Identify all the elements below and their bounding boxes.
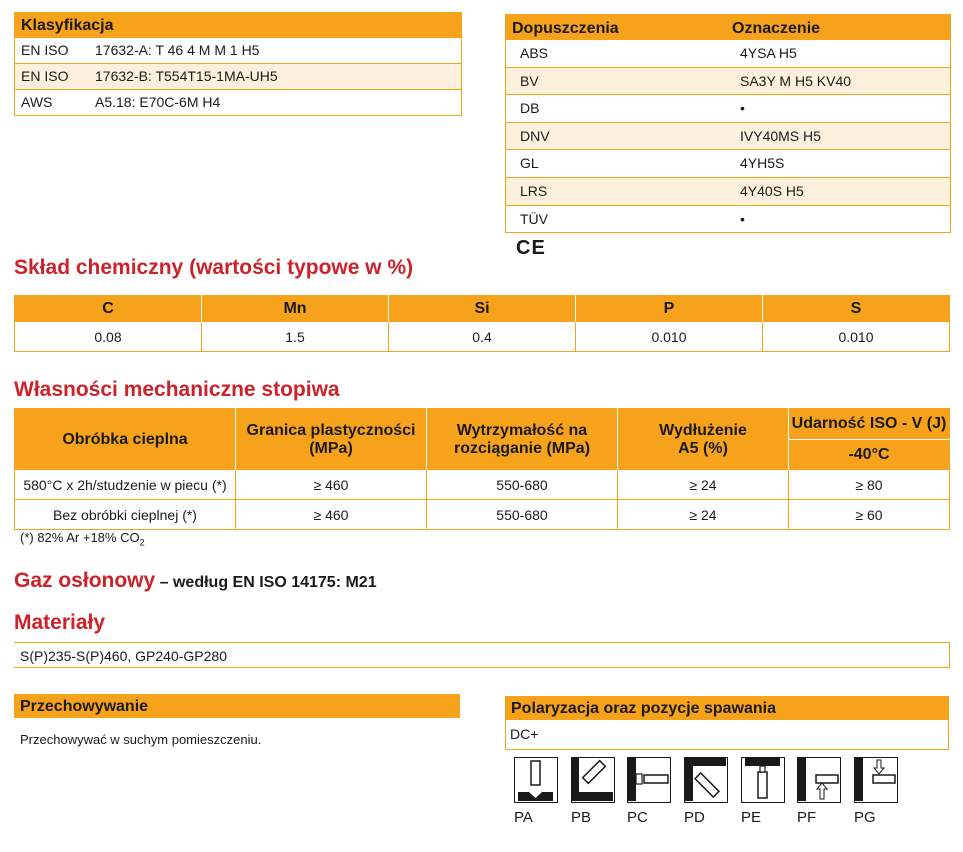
gaz-line	[14, 569, 377, 593]
wlasnosci-table	[14, 408, 950, 530]
materialy-title: Materiały	[14, 611, 106, 634]
table-row: 580°C x 2h/studzenie w piecu (*) ≥ 460 550-680 ≥ 24 ≥ 80	[15, 470, 950, 500]
oznaczenie-col-header: Oznaczenie	[732, 20, 821, 37]
position-pg-icon	[854, 757, 898, 803]
col-header: Si	[389, 296, 576, 323]
position-pe-icon	[741, 757, 785, 803]
dopuszczenia-col-header: Dopuszczenia	[512, 20, 619, 37]
position-label: PG	[854, 809, 876, 826]
col-header: C	[15, 296, 202, 323]
position-pd-icon	[684, 757, 728, 803]
table-row: ABS 4YSA H5	[506, 39, 950, 67]
col-header: Mn	[202, 296, 389, 323]
polaryzacja-title: Polaryzacja oraz pozycje spawania	[505, 696, 949, 720]
przechowywanie-text: Przechowywać w suchym pomieszczeniu.	[20, 732, 262, 747]
col-header: Granica plastyczności (MPa)	[236, 409, 427, 471]
sklad-table	[14, 295, 950, 352]
gaz-text: – według EN ISO 14175: M21	[155, 574, 377, 591]
polarity-value: DC+	[510, 726, 539, 742]
table-row: Bez obróbki cieplnej (*) ≥ 460 550-680 ≥ 24 ≥ 60	[15, 500, 950, 530]
col-header: Udarność ISO - V (J)	[789, 409, 950, 440]
table-cell: 1.5	[202, 322, 389, 352]
table-row: DNV IVY40MS H5	[506, 122, 950, 150]
table-row: EN ISO 17632-A: T 46 4 M M 1 H5	[15, 37, 461, 63]
position-pa-icon	[514, 757, 558, 803]
position-label: PC	[627, 809, 648, 826]
table-row: GL 4YH5S	[506, 149, 950, 177]
ce-mark-icon: CE	[516, 237, 546, 259]
col-header: S	[763, 296, 950, 323]
polaryzacja-box	[505, 720, 949, 750]
col-header: Obróbka cieplna	[15, 409, 236, 471]
position-label: PF	[797, 809, 817, 826]
table-cell: 0.4	[389, 322, 576, 352]
klasyfikacja-title: Klasyfikacja	[15, 13, 461, 37]
col-header: Wydłużenie A5 (%)	[618, 409, 789, 471]
position-label: PA	[514, 809, 533, 826]
table-row: EN ISO 17632-B: T554T15-1MA-UH5	[15, 63, 461, 89]
position-label: PB	[571, 809, 592, 826]
table-cell: 0.08	[94, 328, 122, 345]
table-row: LRS 4Y40S H5	[506, 177, 950, 205]
przechowywanie-title: Przechowywanie	[14, 694, 460, 718]
sklad-title: Skład chemiczny (wartości typowe w %)	[14, 256, 414, 279]
table-cell: 0.010	[763, 322, 950, 352]
table-cell: 0.010	[576, 322, 763, 352]
col-header: P	[576, 296, 763, 323]
materialy-text: S(P)235-S(P)460, GP240-GP280	[14, 642, 950, 668]
gaz-title: Gaz osłonowy	[14, 569, 156, 592]
position-pb-icon	[571, 757, 615, 803]
col-header: Wytrzymałość na rozciąganie (MPa)	[427, 409, 618, 471]
dopuszczenia-header	[506, 15, 950, 39]
col-header: -40°C	[789, 440, 950, 471]
table-row: BV SA3Y M H5 KV40	[506, 67, 950, 95]
table-row: DB •	[506, 94, 950, 122]
wlasnosci-title: Własności mechaniczne stopiwa	[14, 378, 340, 401]
klasyfikacja-table	[14, 12, 462, 116]
position-pc-icon	[627, 757, 671, 803]
position-label: PE	[741, 809, 762, 826]
position-pf-icon	[797, 757, 841, 803]
dopuszczenia-table	[505, 14, 951, 233]
table-row: TÜV •	[506, 205, 950, 233]
table-row: AWS A5.18: E70C-6M H4	[15, 89, 461, 115]
position-label: PD	[684, 809, 705, 826]
footnote: (*) 82% Ar +18% $CO_2$	[20, 530, 145, 548]
